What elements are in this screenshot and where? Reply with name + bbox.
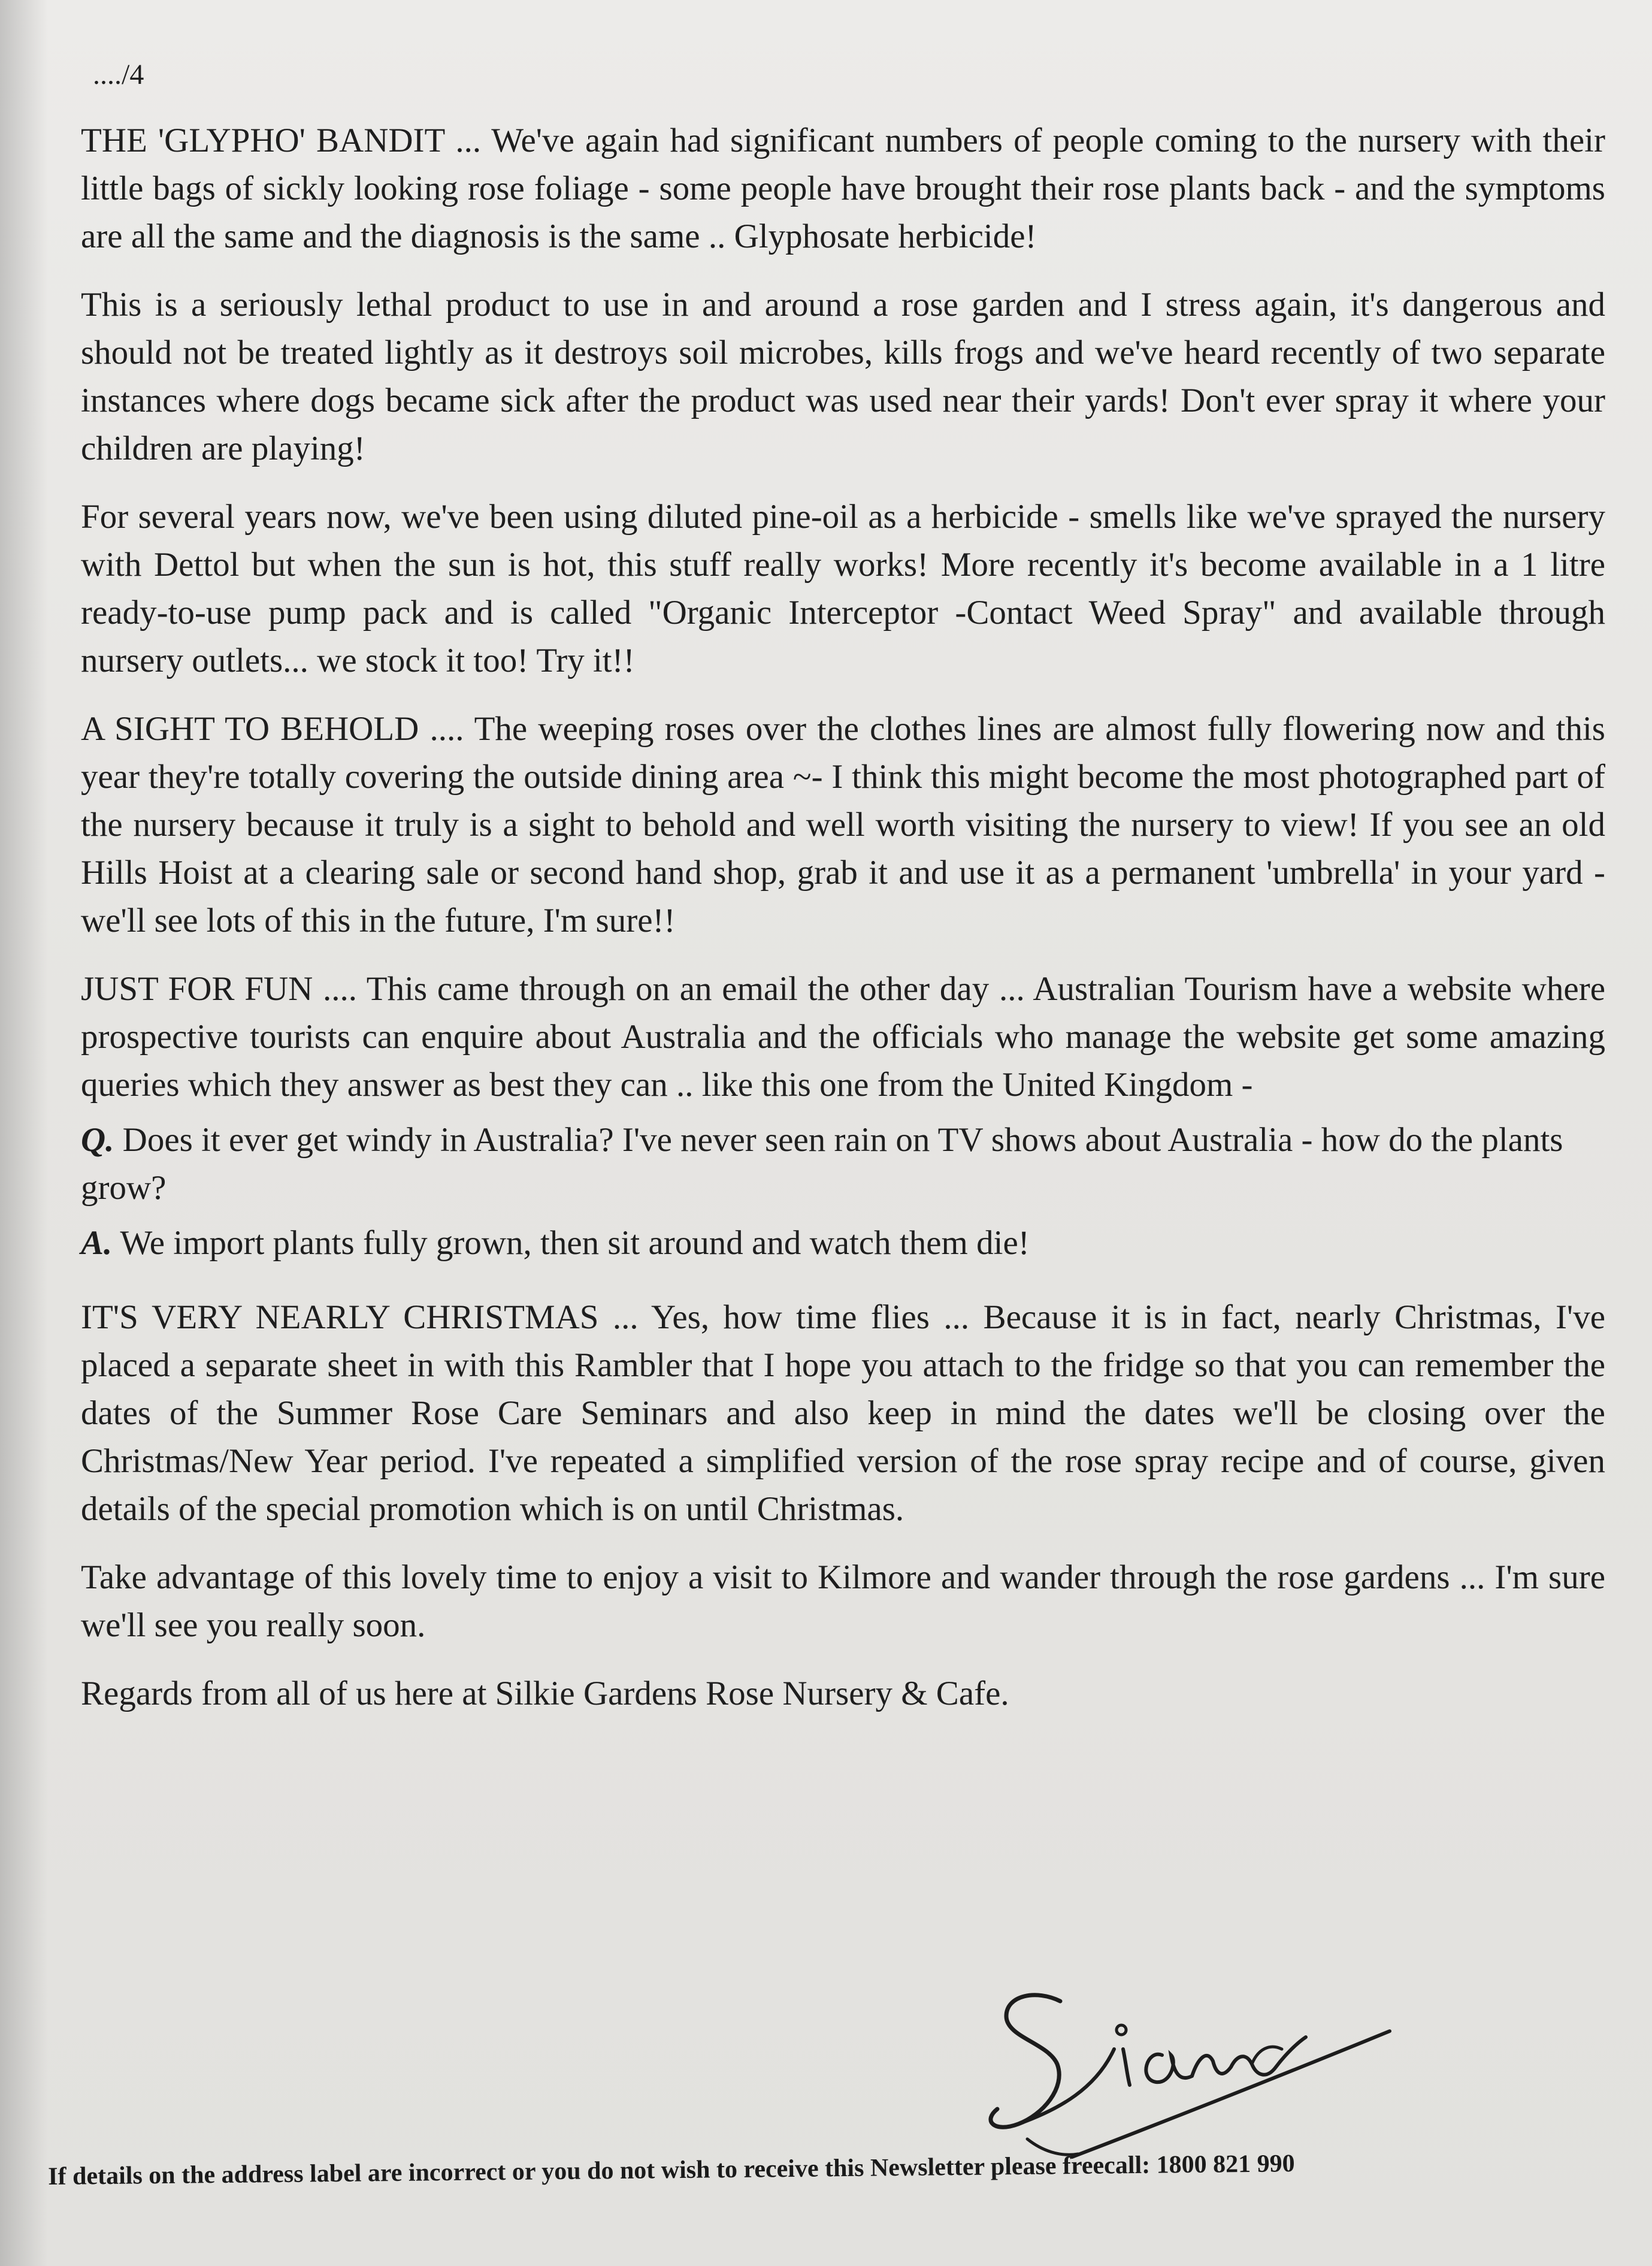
paragraph-glypho-bandit: THE 'GLYPHO' BANDIT ... We've again had significant numbers of people coming to the nursery with their little bags of sickly looking rose foliage - some people have brought their rose plants back - and the symptoms are all the same and the diagnosis is the same .. Glyphosate herbicide! (81, 122, 1605, 255)
handwritten-signature (970, 1959, 1402, 2175)
paragraph-pine-oil: For several years now, we've been using diluted pine-oil as a herbicide - smells like we've sprayed the nursery with Dettol but when the sun is hot, this stuff really works! More recently it's become available in a 1 litre ready-to-use pump pack and is called "Organic Interceptor -Contact Weed Spray" and available through nursery outlets... we stock it too! Try it!! (81, 498, 1605, 679)
answer-text: We import plants fully grown, then sit around and watch them die! (120, 1224, 1030, 1262)
answer-label: A. (81, 1224, 113, 1262)
page-reference: ..../4 (93, 59, 144, 90)
question-text: Does it ever get windy in Australia? I've never seen rain on TV shows about Australia - how do the plants grow? (81, 1121, 1563, 1207)
paragraph-christmas: IT'S VERY NEARLY CHRISTMAS ... Yes, how time flies ... Because it is in fact, nearly Christmas, I've placed a separate sheet in with this Rambler that I hope you attach to the fridge so that you can remember the dates of the Summer Rose Care Seminars and also keep in mind the dates we'll be closing over the Christmas/New Year period. I've repeated a simplified version of the rose spray recipe and of course, given details of the special promotion which is on until Christmas. (81, 1298, 1605, 1528)
question-label: Q. (81, 1121, 114, 1159)
paragraph-visit-kilmore: Take advantage of this lovely time to enjoy a visit to Kilmore and wander through the rose gardens ... I'm sure we'll see you really soon. (81, 1558, 1605, 1644)
answer (81, 1219, 1605, 1267)
paragraph-lethal-product: This is a seriously lethal product to use in and around a rose garden and I stress again, it's dangerous and should not be treated lightly as it destroys soil microbes, kills frogs and we've heard recently of two separate instances where dogs became sick after the product was used near their yards! Don't ever spray it where your children are playing! (81, 286, 1605, 467)
page-edge-shadow (0, 0, 48, 2266)
footer-notice: If details on the address label are incorrect or you do not wish to receive this Newsletter please freecall: 1800 821 990 (48, 2150, 1295, 2191)
newsletter-body (81, 57, 1605, 1738)
paragraph-just-for-fun: JUST FOR FUN .... This came through on an email the other day ... Australian Tourism have a website where prospective tourists can enquire about Australia and the officials who manage the website get some amazing queries which they answer as best they can .. like this one from the United Kingdom - (81, 970, 1605, 1104)
question (81, 1116, 1605, 1212)
paragraph-sight-to-behold: A SIGHT TO BEHOLD .... The weeping roses over the clothes lines are almost fully flowering now and this year they're totally covering the outside dining area ~- I think this might become the most photographed part of the nursery because it truly is a sight to behold and well worth visiting the nursery to view! If you see an old Hills Hoist at a clearing sale or second hand shop, grab it and use it as a permanent 'umbrella' in your yard - we'll see lots of this in the future, I'm sure!! (81, 710, 1605, 939)
regards-line: Regards from all of us here at Silkie Gardens Rose Nursery & Cafe. (81, 1675, 1009, 1712)
